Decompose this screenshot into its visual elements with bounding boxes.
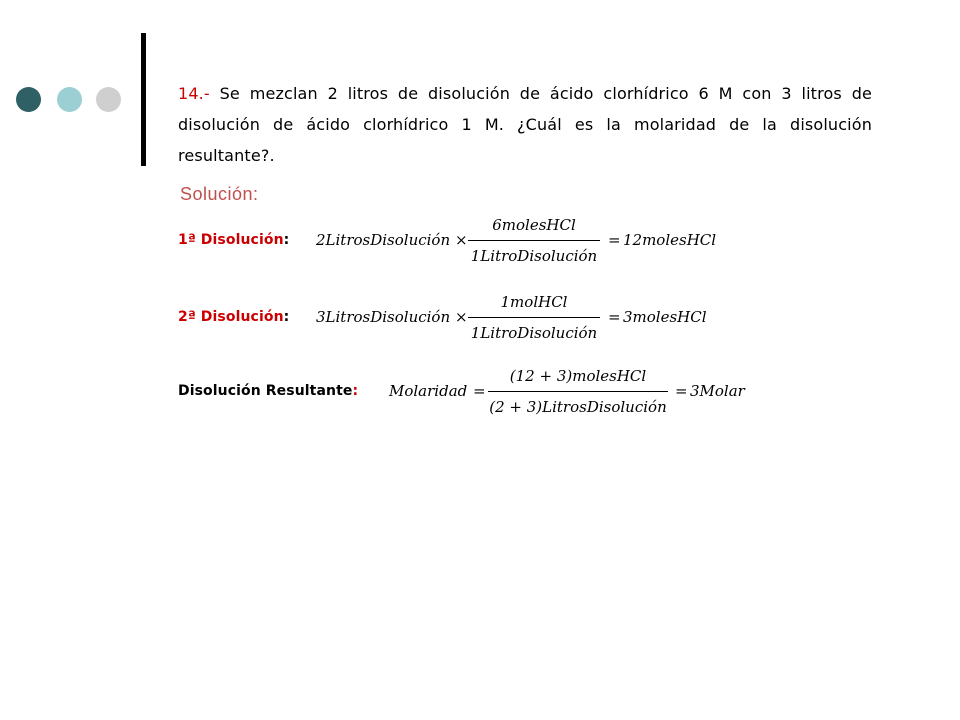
second-solution-times: × xyxy=(455,308,468,326)
decor-dot-gray xyxy=(96,87,121,112)
first-solution-row xyxy=(178,210,738,270)
resulting-solution-result: 3Molar xyxy=(690,382,745,400)
decor-dot-dark xyxy=(16,87,41,112)
resulting-solution-denominator: (2 + 3)LitrosDisolución xyxy=(489,398,667,416)
problem-text: Se mezclan 2 litros de disolución de ácido clorhídrico 6 M con 3 litros de disolución de ácido clorhídrico 1 M. ¿Cuál es la molaridad de la disolución resultante?. xyxy=(178,84,872,165)
first-solution-left: 2LitrosDisolución xyxy=(316,231,451,249)
second-solution-fraction xyxy=(468,287,600,347)
resulting-solution-fraction xyxy=(488,361,668,421)
decor-dot-teal xyxy=(57,87,82,112)
first-solution-fraction-line xyxy=(468,240,600,241)
problem-number: 14.- xyxy=(178,84,210,103)
first-solution-numerator: 6molesHCl xyxy=(492,216,576,234)
second-solution-denominator: 1LitroDisolución xyxy=(470,324,598,342)
resulting-solution-numerator: (12 + 3)molesHCl xyxy=(509,367,647,385)
solution-title: Solución: xyxy=(180,184,259,204)
second-solution-left: 3LitrosDisolución xyxy=(316,308,451,326)
second-solution-label: 2ª Disolución: xyxy=(178,309,290,325)
resulting-solution-equals: = xyxy=(473,382,486,400)
resulting-solution-label: Disolución Resultante: xyxy=(178,383,359,399)
second-solution-result: 3molesHCl xyxy=(623,308,707,326)
resulting-solution-row xyxy=(178,361,778,421)
second-solution-row xyxy=(178,287,738,347)
problem-statement xyxy=(178,78,872,171)
second-solution-equals: = xyxy=(608,308,621,326)
first-solution-times: × xyxy=(455,231,468,249)
first-solution-fraction xyxy=(468,210,600,270)
first-solution-denominator: 1LitroDisolución xyxy=(470,247,598,265)
first-solution-equals: = xyxy=(608,231,621,249)
resulting-solution-left: Molaridad xyxy=(389,382,468,400)
second-solution-numerator: 1molHCl xyxy=(500,293,568,311)
resulting-solution-fraction-line xyxy=(488,391,668,392)
resulting-solution-equals-2: = xyxy=(675,382,688,400)
second-solution-fraction-line xyxy=(468,317,600,318)
vertical-divider xyxy=(141,33,146,166)
first-solution-label: 1ª Disolución: xyxy=(178,232,290,248)
first-solution-result: 12molesHCl xyxy=(623,231,717,249)
